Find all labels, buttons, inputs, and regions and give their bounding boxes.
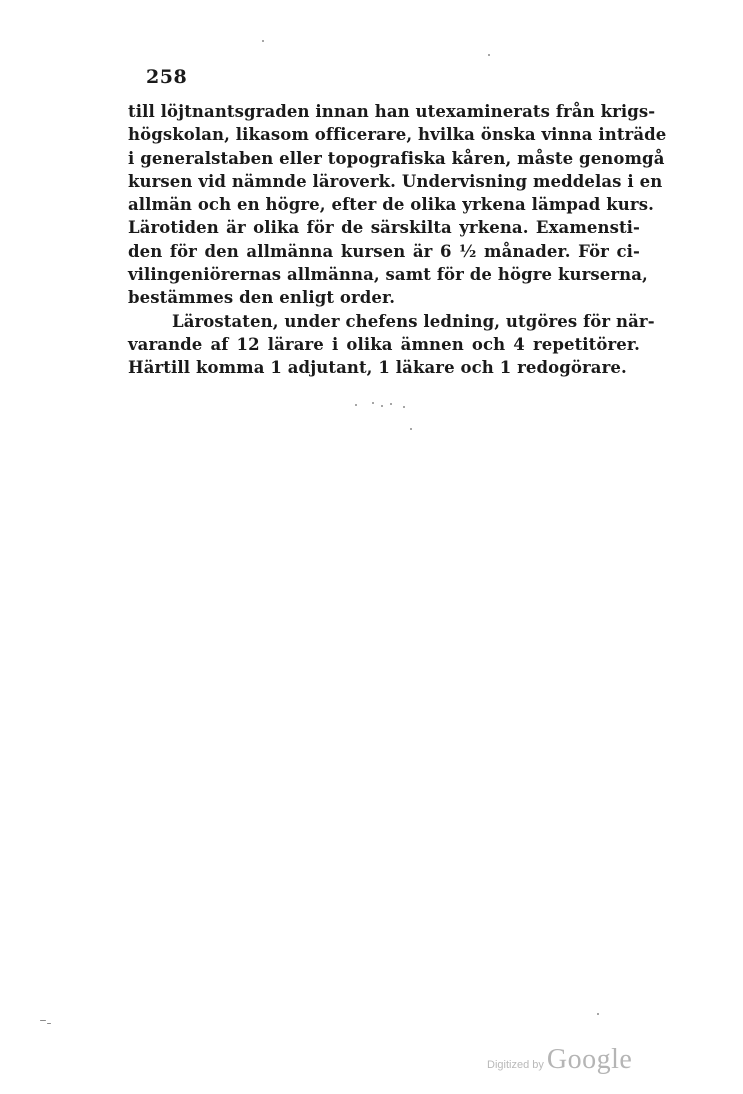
text-line: bestämmes den enligt order. bbox=[128, 288, 396, 308]
page-number: 258 bbox=[146, 66, 188, 88]
text-line: allmän och en högre, efter de olika yrkena lämpad kurs. bbox=[128, 195, 654, 215]
scan-speck bbox=[262, 40, 264, 42]
text-line: Lärostaten, under chefens ledning, utgöres för när- bbox=[172, 311, 655, 331]
text-line: den för den allmänna kursen är 6 ½ månader. För ci- bbox=[128, 241, 640, 261]
text-line: i generalstaben eller topografiska kåren, måste genomgå bbox=[128, 148, 665, 168]
scan-speck bbox=[381, 405, 383, 407]
scan-speck bbox=[403, 406, 405, 408]
scan-speck bbox=[355, 404, 357, 406]
digitized-watermark bbox=[487, 1044, 632, 1076]
body-text bbox=[128, 100, 667, 380]
watermark-digitized-label: Digitized by bbox=[487, 1059, 544, 1071]
text-line: vilingeniörernas allmänna, samt för de högre kurserna, bbox=[128, 265, 648, 285]
text-line: Lärotiden är olika för de särskilta yrkena. Examensti- bbox=[128, 218, 640, 238]
scan-speck bbox=[372, 402, 374, 404]
scan-speck bbox=[40, 1020, 46, 1021]
text-line: varande af 12 lärare i olika ämnen och 4 repetitörer. bbox=[128, 334, 640, 354]
watermark-brand: Google bbox=[546, 1044, 633, 1075]
text-line: till löjtnantsgraden innan han utexaminerats från krigs- bbox=[128, 102, 656, 121]
scan-speck bbox=[488, 54, 490, 56]
text-line: Härtill komma 1 adjutant, 1 läkare och 1 redogörare. bbox=[128, 358, 627, 378]
scan-speck bbox=[47, 1023, 51, 1024]
scan-speck bbox=[390, 403, 392, 405]
text-line: kursen vid nämnde läroverk. Undervisning meddelas i en bbox=[128, 171, 663, 191]
scan-speck bbox=[597, 1013, 599, 1015]
scan-speck bbox=[410, 428, 412, 430]
text-line: högskolan, likasom officerare, hvilka önska vinna inträde bbox=[128, 125, 667, 145]
